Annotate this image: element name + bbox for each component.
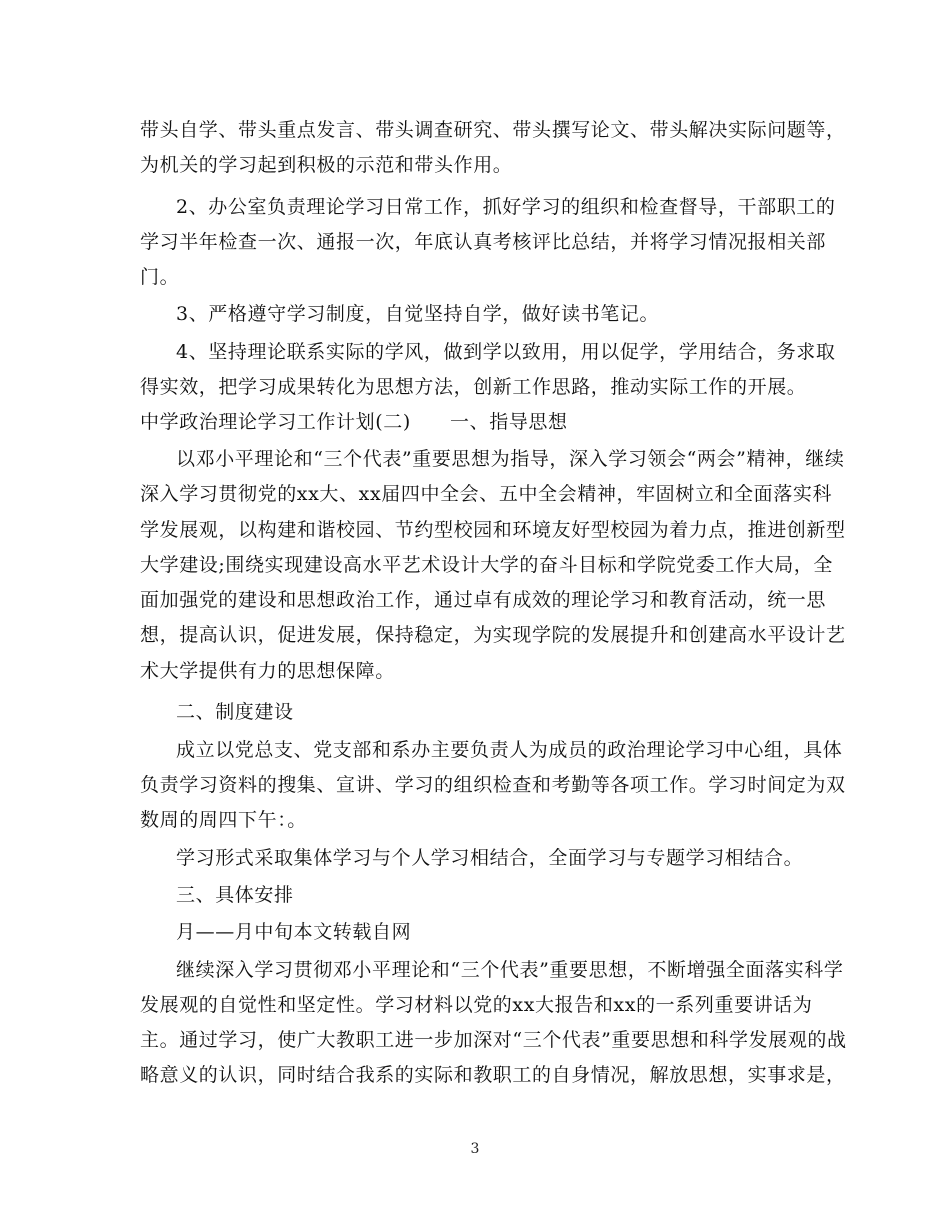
- page-number: 3: [470, 1141, 480, 1157]
- text-line: 学习半年检查一次、通报一次，年底认真考核评比总结，并将学习情况报相关部: [140, 231, 827, 253]
- text-line: 月——月中旬本文转载自网: [176, 921, 412, 943]
- text-line: 深入学习贯彻党的xx大、xx届四中全会、五中全会精神，牢固树立和全面落实科: [140, 483, 833, 505]
- text-line: 略意义的认识，同时结合我系的实际和教职工的自身情况，解放思想，实事求是，: [140, 1064, 846, 1086]
- text-line: 术大学提供有力的思想保障。: [140, 660, 395, 682]
- text-line: 带头自学、带头重点发言、带头调查研究、带头撰写论文、带头解决实际问题等，: [140, 119, 846, 141]
- text-line: 2、办公室负责理论学习日常工作，抓好学习的组织和检查督导，干部职工的: [176, 196, 836, 218]
- text-line: 发展观的自觉性和坚定性。学习材料以党的xx大报告和xx的一系列重要讲话为: [140, 994, 813, 1016]
- text-line: 为机关的学习起到积极的示范和带头作用。: [140, 154, 513, 176]
- text-line: 面加强党的建设和思想政治工作，通过卓有成效的理论学习和教育活动，统一思: [140, 589, 827, 611]
- text-line: 学发展观，以构建和谐校园、节约型校园和环境友好型校园为着力点，推进创新型: [140, 519, 846, 541]
- text-line: 4、坚持理论联系实际的学风，做到学以致用，用以促学，学用结合，务求取: [176, 341, 836, 363]
- text-line: 以邓小平理论和“三个代表”重要思想为指导，深入学习领会“两会”精神，继续: [176, 448, 845, 470]
- text-line: 主。通过学习，使广大教职工进一步加深对“三个代表”重要思想和科学发展观的战: [140, 1029, 847, 1051]
- text-line: 得实效，把学习成果转化为思想方法，创新工作思路，推动实际工作的开展。: [140, 376, 807, 398]
- text-line: 成立以党总支、党支部和系办主要负责人为成员的政治理论学习中心组，具体: [176, 739, 843, 761]
- text-line: 门。: [140, 266, 180, 288]
- text-line: 学习形式采取集体学习与个人学习相结合，全面学习与专题学习相结合。: [176, 847, 804, 869]
- text-line: 大学建设;围绕实现建设高水平艺术设计大学的奋斗目标和学院党委工作大局，全: [140, 554, 834, 576]
- text-line: 继续深入学习贯彻邓小平理论和“三个代表”重要思想，不断增强全面落实科学: [176, 959, 844, 981]
- text-line: 负责学习资料的搜集、宣讲、学习的组织检查和考勤等各项工作。学习时间定为双: [140, 774, 846, 796]
- text-line: 数周的周四下午：。: [140, 809, 307, 831]
- section-title-line: 中学政治理论学习工作计划(二) 一、指导思想: [140, 411, 568, 433]
- text-line: 想，提高认识，促进发展，保持稳定，为实现学院的发展提升和创建高水平设计艺: [140, 624, 846, 646]
- section-heading: 二、制度建设: [176, 701, 294, 723]
- text-line: 3、严格遵守学习制度，自觉坚持自学，做好读书笔记。: [176, 303, 660, 325]
- section-heading: 三、具体安排: [176, 884, 294, 906]
